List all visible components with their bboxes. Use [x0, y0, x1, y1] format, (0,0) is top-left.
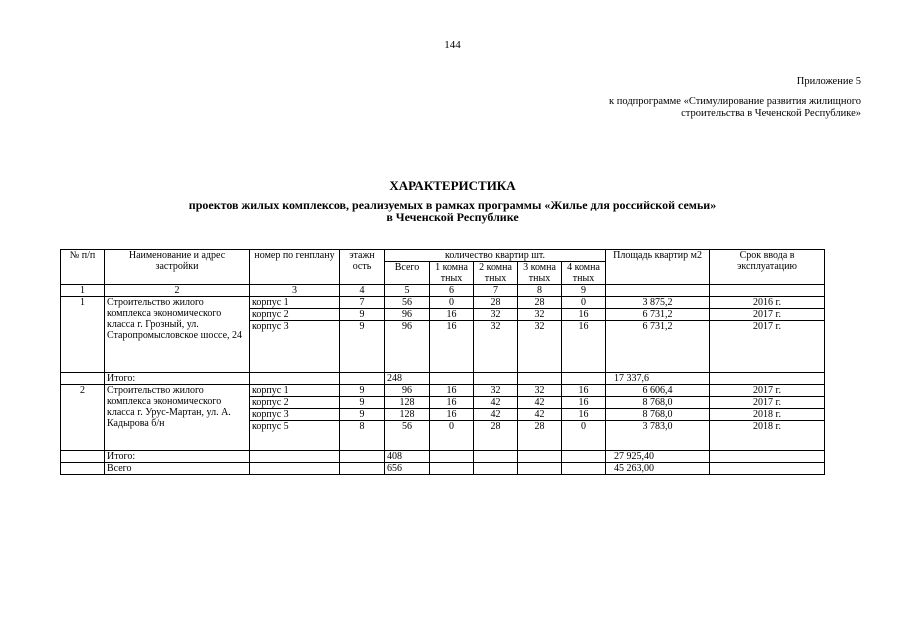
rooms3-cell: 32	[518, 309, 562, 321]
col-number: 9	[562, 285, 606, 297]
empty-cell	[710, 463, 825, 475]
rooms4-cell: 16	[562, 397, 606, 409]
rooms4-cell: 0	[562, 297, 606, 309]
rooms1-cell: 16	[430, 321, 474, 373]
rooms1-cell: 16	[430, 385, 474, 397]
empty-cell	[710, 451, 825, 463]
total-cell: 96	[385, 385, 430, 397]
floors-cell: 9	[340, 397, 385, 409]
empty-cell	[250, 463, 340, 475]
rooms3-cell: 42	[518, 409, 562, 421]
genplan-cell: корпус 1	[250, 297, 340, 309]
area-cell: 8 768,0	[606, 409, 710, 421]
total-cell: 96	[385, 321, 430, 373]
grand-total-area: 45 263,00	[606, 463, 710, 475]
area-cell: 6 731,2	[606, 321, 710, 373]
rooms1-cell: 0	[430, 421, 474, 451]
rooms2-cell: 32	[474, 309, 518, 321]
empty-cell	[430, 451, 474, 463]
col-number: 8	[518, 285, 562, 297]
area-cell: 6 606,4	[606, 385, 710, 397]
subtotal-area: 17 337,6	[606, 373, 710, 385]
empty-cell	[474, 373, 518, 385]
rooms4-cell: 16	[562, 309, 606, 321]
col-number: 6	[430, 285, 474, 297]
header-name: Наименование и адрес застройки	[105, 250, 250, 285]
total-cell: 56	[385, 297, 430, 309]
floors-cell: 9	[340, 409, 385, 421]
area-cell: 3 875,2	[606, 297, 710, 309]
appendix-title: Приложение 5	[796, 76, 861, 87]
empty-cell	[340, 451, 385, 463]
subtotal-label: Итого:	[105, 451, 250, 463]
header-rooms-1: 1 комна тных	[430, 262, 474, 285]
empty-cell	[250, 451, 340, 463]
subtitle-line-2: в Чеченской Республике	[386, 210, 519, 224]
grand-total-label: Всего	[105, 463, 250, 475]
floors-cell: 7	[340, 297, 385, 309]
subtitle-line-1: проектов жилых комплексов, реализуемых в рамках программы «Жилье для российской семьи»	[188, 198, 717, 212]
rooms3-cell: 32	[518, 321, 562, 373]
header-rooms-2: 2 комна тных	[474, 262, 518, 285]
col-number: 4	[340, 285, 385, 297]
characteristics-table	[60, 249, 825, 475]
subtotal-total: 248	[385, 373, 430, 385]
empty-cell	[518, 463, 562, 475]
project-name: Строительство жилого комплекса экономического класса г. Урус-Мартан, ул. А. Кадырова б/н	[105, 385, 250, 451]
appendix-line-3: строительства в Чеченской Республике»	[681, 108, 861, 119]
header-apartments: количество квартир шт.	[385, 250, 606, 262]
deadline-cell: 2017 г.	[710, 385, 825, 397]
floors-cell: 8	[340, 421, 385, 451]
rooms3-cell: 28	[518, 421, 562, 451]
col-number: 3	[250, 285, 340, 297]
column-number-row	[61, 285, 825, 297]
rooms2-cell: 42	[474, 409, 518, 421]
header-genplan: номер по генплану	[250, 250, 340, 285]
empty-cell	[710, 373, 825, 385]
total-cell: 56	[385, 421, 430, 451]
area-cell: 8 768,0	[606, 397, 710, 409]
appendix-block	[609, 76, 861, 120]
table-row	[61, 385, 825, 397]
subtotal-area: 27 925,40	[606, 451, 710, 463]
empty-cell	[340, 463, 385, 475]
appendix-line-2: к подпрограмме «Стимулирование развития жилищного	[609, 96, 861, 107]
empty-cell	[518, 373, 562, 385]
header-area: Площадь квартир м2	[606, 250, 710, 285]
empty-cell	[562, 373, 606, 385]
empty-cell	[61, 463, 105, 475]
genplan-cell: корпус 5	[250, 421, 340, 451]
empty-cell	[562, 463, 606, 475]
rooms4-cell: 0	[562, 421, 606, 451]
genplan-cell: корпус 1	[250, 385, 340, 397]
rooms1-cell: 0	[430, 297, 474, 309]
genplan-cell: корпус 3	[250, 409, 340, 421]
rooms4-cell: 16	[562, 321, 606, 373]
subtotal-row	[61, 451, 825, 463]
header-rooms-4: 4 комна тных	[562, 262, 606, 285]
subtotal-total: 408	[385, 451, 430, 463]
rooms4-cell: 16	[562, 385, 606, 397]
empty-cell	[474, 451, 518, 463]
empty-cell	[250, 373, 340, 385]
project-name: Строительство жилого комплекса экономического класса г. Грозный, ул. Старопромысловское шоссе, 24	[105, 297, 250, 373]
col-number: 1	[61, 285, 105, 297]
empty-cell	[61, 451, 105, 463]
deadline-cell: 2018 г.	[710, 421, 825, 451]
total-cell: 128	[385, 397, 430, 409]
grand-total-row	[61, 463, 825, 475]
empty-cell	[562, 451, 606, 463]
floors-cell: 9	[340, 321, 385, 373]
header-floors: этажн ость	[340, 250, 385, 285]
project-number: 1	[61, 297, 105, 373]
floors-cell: 9	[340, 309, 385, 321]
deadline-cell: 2017 г.	[710, 397, 825, 409]
rooms2-cell: 32	[474, 321, 518, 373]
page-number: 144	[444, 39, 461, 51]
col-number: 2	[105, 285, 250, 297]
genplan-cell: корпус 3	[250, 321, 340, 373]
subtotal-label: Итого:	[105, 373, 250, 385]
rooms3-cell: 28	[518, 297, 562, 309]
subtotal-row	[61, 373, 825, 385]
rooms2-cell: 28	[474, 421, 518, 451]
header-num: № п/п	[61, 250, 105, 285]
col-number: 5	[385, 285, 430, 297]
col-number: 7	[474, 285, 518, 297]
deadline-cell: 2016 г.	[710, 297, 825, 309]
deadline-cell: 2017 г.	[710, 321, 825, 373]
rooms1-cell: 16	[430, 409, 474, 421]
rooms4-cell: 16	[562, 409, 606, 421]
header-row-1	[61, 250, 825, 262]
rooms2-cell: 42	[474, 397, 518, 409]
empty-cell	[61, 373, 105, 385]
total-cell: 128	[385, 409, 430, 421]
rooms1-cell: 16	[430, 397, 474, 409]
header-rooms-3: 3 комна тных	[518, 262, 562, 285]
document-subtitle	[0, 199, 905, 223]
rooms2-cell: 28	[474, 297, 518, 309]
header-deadline: Срок ввода в эксплуатацию	[710, 250, 825, 285]
project-number: 2	[61, 385, 105, 451]
total-cell: 96	[385, 309, 430, 321]
rooms3-cell: 42	[518, 397, 562, 409]
empty-cell	[474, 463, 518, 475]
empty-cell	[430, 463, 474, 475]
genplan-cell: корпус 2	[250, 397, 340, 409]
genplan-cell: корпус 2	[250, 309, 340, 321]
col-number	[606, 285, 710, 297]
area-cell: 6 731,2	[606, 309, 710, 321]
empty-cell	[340, 373, 385, 385]
area-cell: 3 783,0	[606, 421, 710, 451]
col-number	[710, 285, 825, 297]
rooms1-cell: 16	[430, 309, 474, 321]
grand-total-count: 656	[385, 463, 430, 475]
deadline-cell: 2018 г.	[710, 409, 825, 421]
document-title: ХАРАКТЕРИСТИКА	[389, 178, 516, 193]
empty-cell	[518, 451, 562, 463]
floors-cell: 9	[340, 385, 385, 397]
rooms2-cell: 32	[474, 385, 518, 397]
empty-cell	[430, 373, 474, 385]
deadline-cell: 2017 г.	[710, 309, 825, 321]
rooms3-cell: 32	[518, 385, 562, 397]
header-total: Всего	[385, 262, 430, 285]
table-row	[61, 297, 825, 309]
